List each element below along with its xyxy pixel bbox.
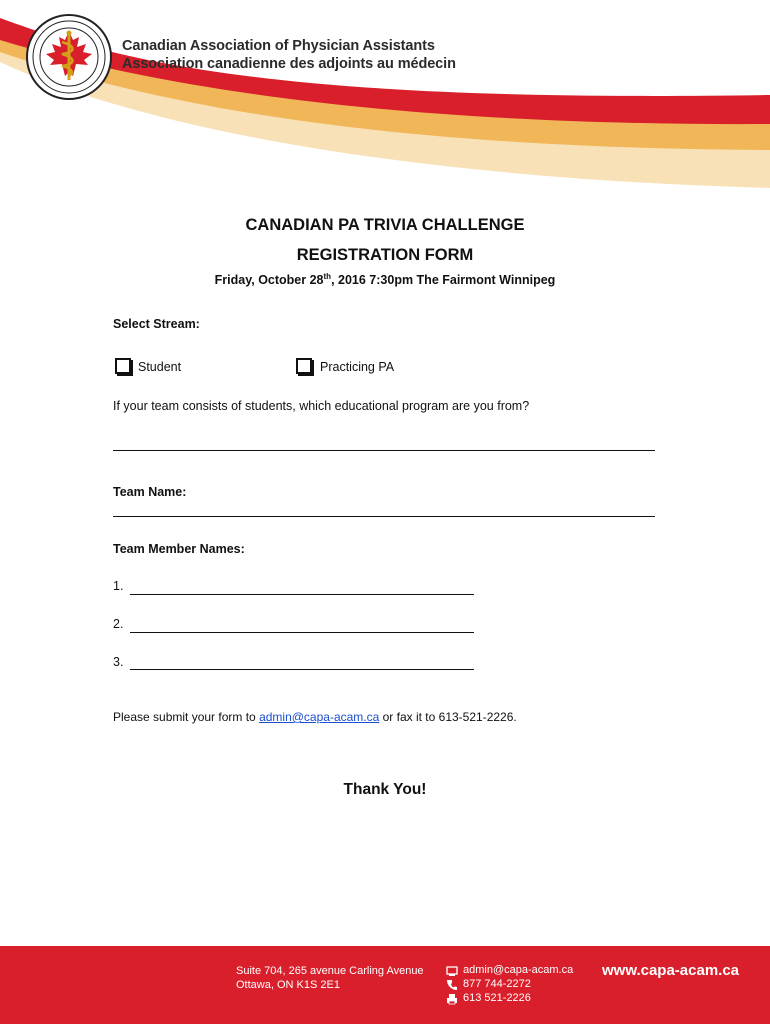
- footer-email[interactable]: admin@capa-acam.ca: [463, 964, 574, 976]
- team-name-line[interactable]: [113, 516, 655, 517]
- footer-phone: 877 744-2272: [463, 978, 531, 990]
- program-answer-line[interactable]: [113, 450, 655, 451]
- team-members-label: Team Member Names:: [113, 542, 245, 556]
- org-name-french: Association canadienne des adjoints au médecin: [122, 56, 456, 72]
- submit-email-link[interactable]: admin@capa-acam.ca: [259, 710, 380, 724]
- event-details: [0, 272, 770, 287]
- submit-suffix: or fax it to 613-521-2226.: [379, 710, 517, 724]
- submit-instructions: [113, 710, 517, 724]
- event-time-location: , 2016 7:30pm The Fairmont Winnipeg: [331, 273, 556, 288]
- program-question: If your team consists of students, which educational program are you from?: [113, 399, 530, 413]
- association-logo-icon: [26, 14, 112, 100]
- email-icon: [446, 965, 458, 977]
- footer-address-line1: Suite 704, 265 avenue Carling Avenue: [236, 965, 424, 977]
- submit-prefix: Please submit your form to: [113, 710, 260, 724]
- phone-icon: [446, 979, 458, 991]
- footer-website[interactable]: www.capa-acam.ca: [602, 962, 740, 979]
- member-2-number: 2.: [113, 617, 124, 631]
- member-1-line[interactable]: [130, 594, 474, 595]
- select-stream-label: Select Stream:: [113, 317, 200, 331]
- event-date-suffix: th: [323, 272, 332, 281]
- form-title-line1: CANADIAN PA TRIVIA CHALLENGE: [245, 216, 525, 234]
- thank-you-text: Thank You!: [343, 781, 427, 798]
- student-option-label: Student: [138, 360, 182, 374]
- member-3-line[interactable]: [130, 669, 474, 670]
- member-3-number: 3.: [113, 655, 124, 669]
- org-name-english: Canadian Association of Physician Assistants: [122, 38, 435, 54]
- team-name-label: Team Name:: [113, 485, 187, 499]
- member-2-line[interactable]: [130, 632, 474, 633]
- fax-icon: [446, 993, 458, 1005]
- member-1-number: 1.: [113, 579, 124, 593]
- event-date: Friday, October 28: [214, 273, 324, 288]
- practicing-pa-checkbox[interactable]: [296, 358, 312, 374]
- practicing-pa-option-label: Practicing PA: [320, 360, 395, 374]
- header-swoosh: [0, 0, 770, 190]
- footer-bar: [0, 946, 770, 1024]
- footer-address-line2: Ottawa, ON K1S 2E1: [236, 979, 340, 991]
- footer-fax: 613 521-2226: [463, 992, 531, 1004]
- student-checkbox[interactable]: [115, 358, 131, 374]
- form-title-line2: REGISTRATION FORM: [296, 246, 474, 264]
